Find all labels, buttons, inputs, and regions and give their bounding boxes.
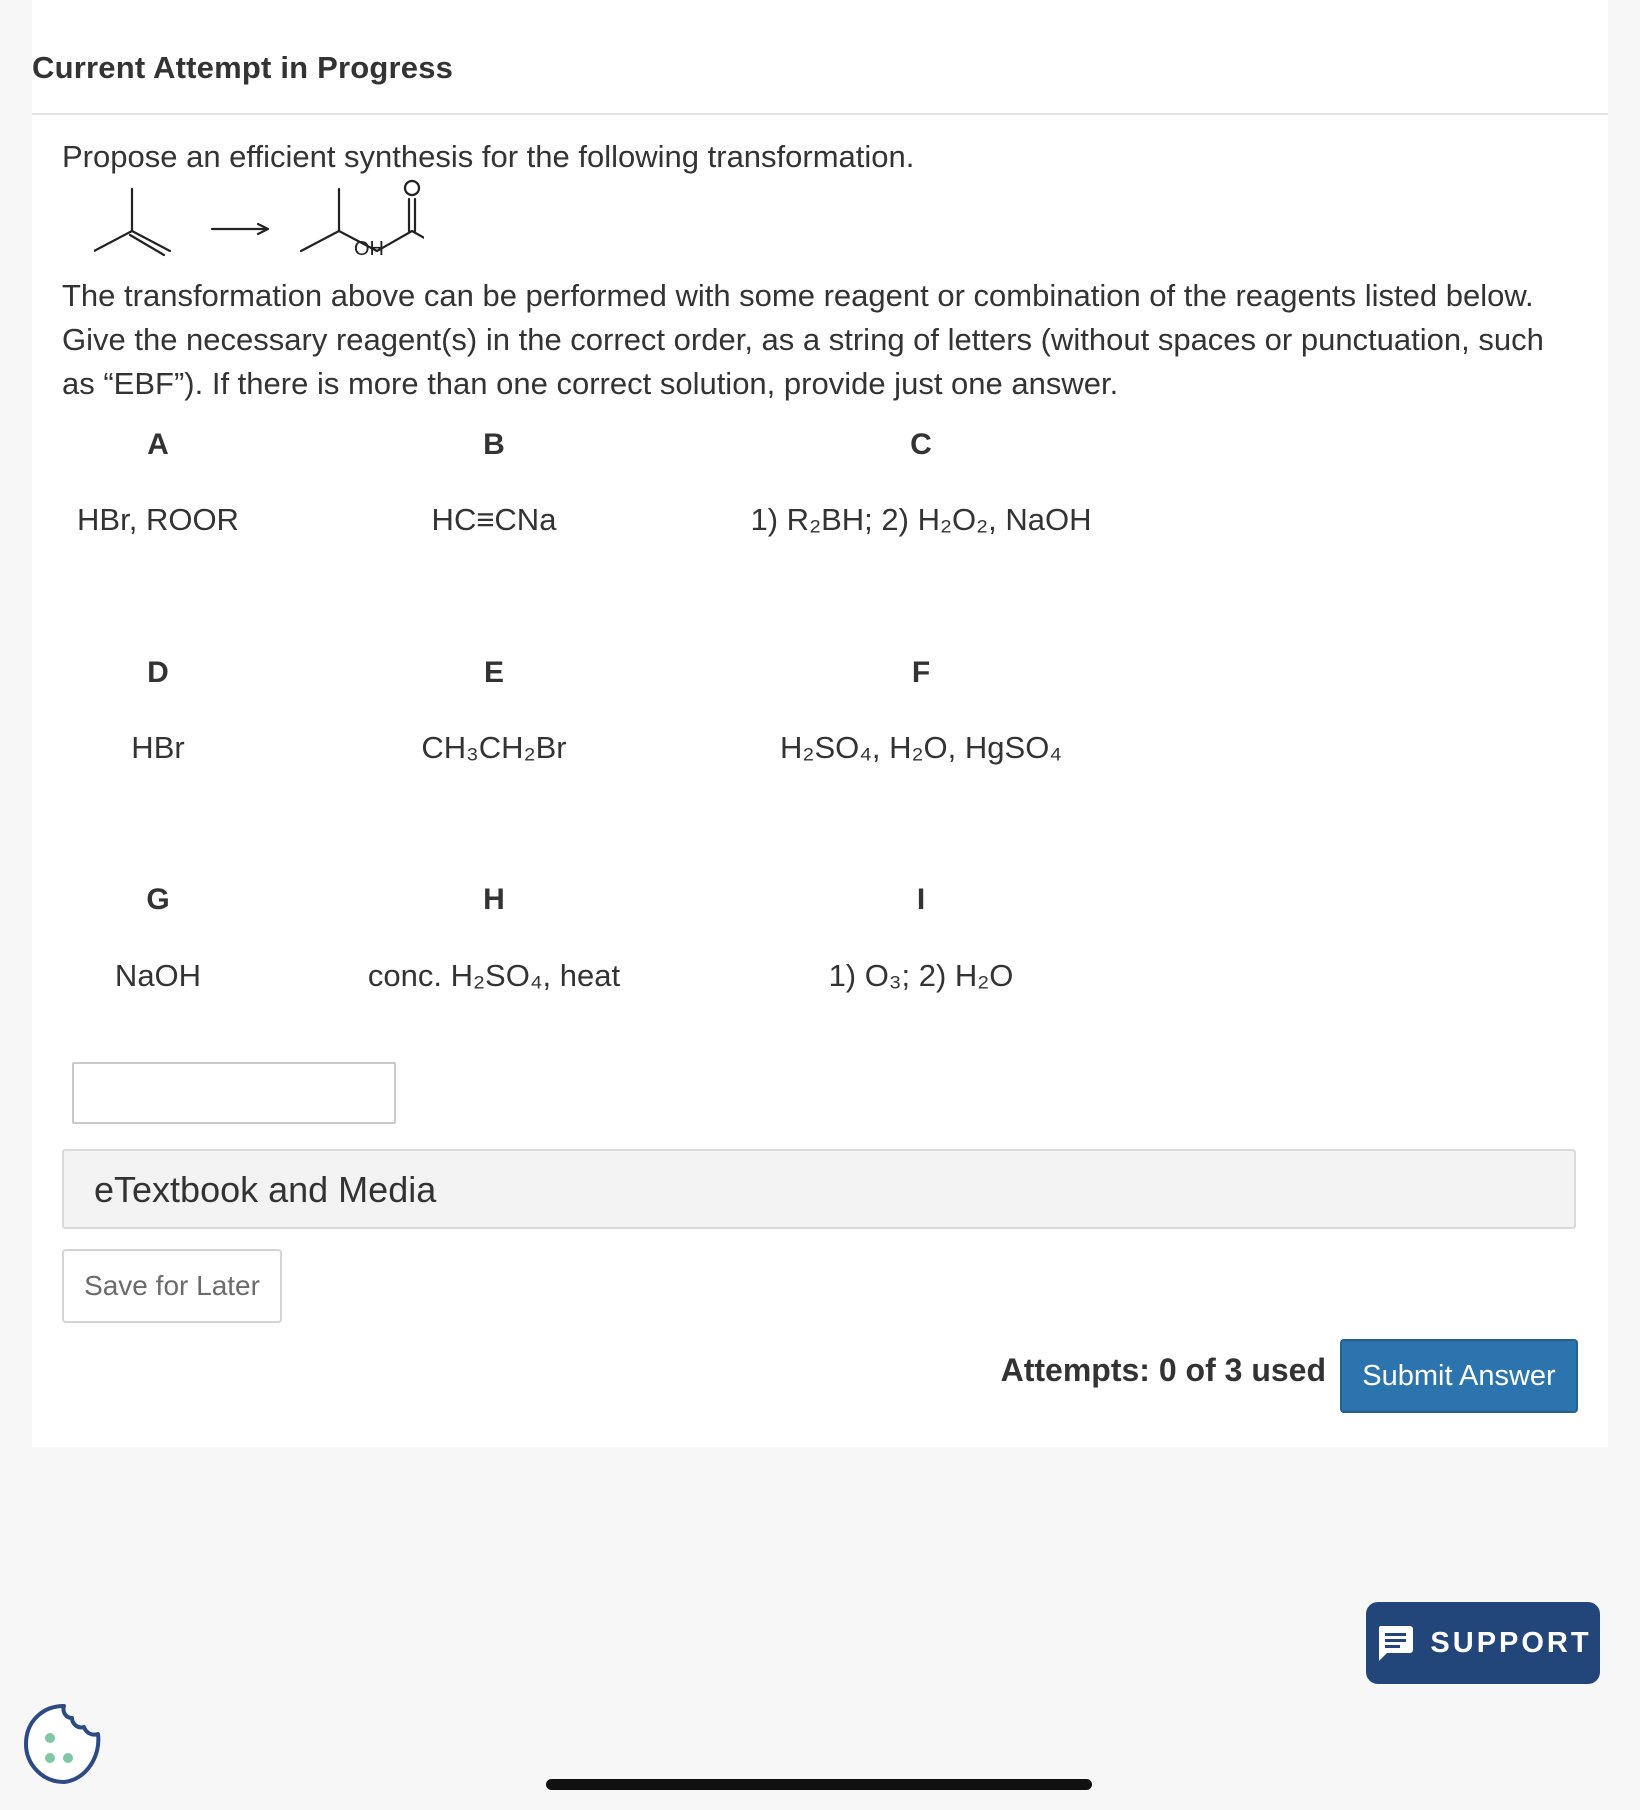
reagent-text-i: 1) O₃; 2) H₂O (828, 958, 1014, 993)
product-oh-label: OH (354, 238, 384, 260)
answer-input[interactable] (72, 1062, 396, 1124)
chat-icon (1374, 1622, 1416, 1664)
reactant-skeleton (94, 231, 170, 251)
reagent-letter-c: C (910, 428, 932, 461)
question-prompt: Propose an efficient synthesis for the following transformation. (62, 139, 915, 174)
reagent-text-c: 1) R₂BH; 2) H₂O₂, NaOH (750, 502, 1092, 537)
submit-answer-button[interactable]: Submit Answer (1340, 1339, 1578, 1413)
question-card (32, 0, 1608, 1447)
reagent-text-a: HBr, ROOR (77, 502, 239, 537)
reagent-letter-g: G (146, 883, 170, 916)
reagent-letter-f: F (911, 656, 931, 689)
question-instructions: The transformation above can be performed with some reagent or combination of the reagents listed below. Give the necessary reagent(s) in the correct order, as a string of letters (without spaces or punctuation, such as “EBF”). If there is more than one correct solution, provide just one answer. (62, 278, 1544, 401)
carbonyl-oxygen (405, 181, 419, 195)
reagent-letter-i: I (916, 883, 926, 916)
support-button[interactable] (1366, 1602, 1600, 1684)
reagent-letter-h: H (483, 883, 505, 916)
reagent-letter-a: A (147, 428, 169, 461)
reagent-text-f: H₂SO₄, H₂O, HgSO₄ (780, 730, 1062, 765)
support-label: SUPPORT (1430, 1626, 1592, 1659)
reagent-letter-e: E (483, 656, 505, 689)
reagent-letter-d: D (147, 656, 169, 689)
attempts-counter: Attempts: 0 of 3 used (1000, 1352, 1326, 1388)
cookie-icon[interactable] (22, 1702, 106, 1786)
etextbook-media-label: eTextbook and Media (94, 1169, 437, 1210)
reagent-letter-b: B (483, 428, 505, 461)
save-for-later-button[interactable]: Save for Later (62, 1249, 282, 1323)
reagent-text-g: NaOH (114, 958, 202, 993)
reagent-text-h: conc. H₂SO₄, heat (367, 958, 621, 993)
reagent-text-b: HC≡CNa (431, 502, 557, 537)
home-indicator (546, 1779, 1092, 1790)
page-title: Current Attempt in Progress (32, 50, 454, 85)
etextbook-media-toggle[interactable] (62, 1149, 1576, 1229)
header-divider (32, 113, 1608, 115)
reagent-text-e: CH₃CH₂Br (421, 730, 567, 765)
reagent-text-d: HBr (131, 730, 185, 765)
